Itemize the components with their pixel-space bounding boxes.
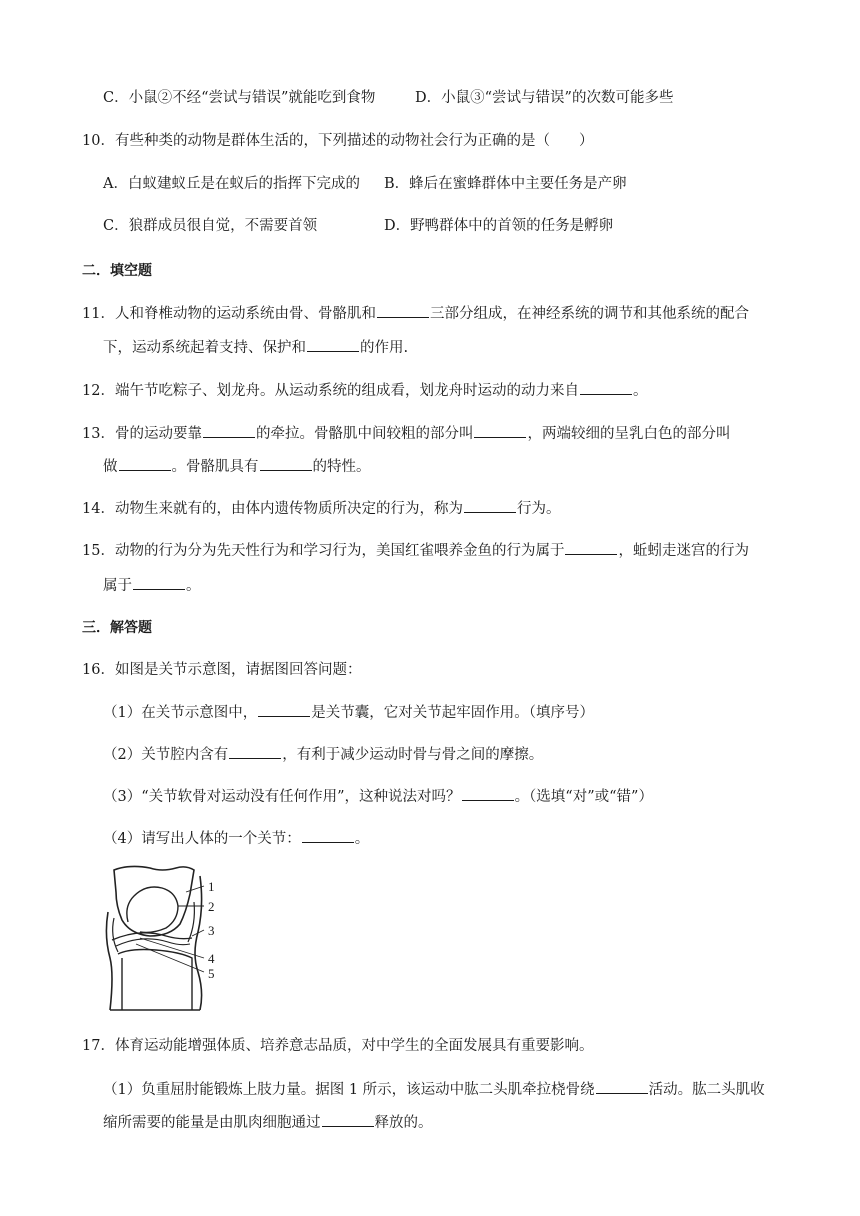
label-5: 5 bbox=[208, 966, 215, 981]
section-answer-heading: 三．解答题 bbox=[82, 620, 152, 636]
q16-sub4: （4）请写出人体的一个关节： 。 bbox=[103, 828, 369, 849]
section-fill-in-heading: 二．填空题 bbox=[82, 263, 152, 279]
answer-blank[interactable] bbox=[322, 1112, 374, 1127]
q17-stem: 17．体育运动能增强体质、培养意志品质，对中学生的全面发展具有重要影响。 bbox=[82, 1038, 594, 1054]
answer-blank[interactable] bbox=[260, 456, 312, 471]
q15-line1: 15．动物的行为分为先天性行为和学习行为，美国红雀喂养金鱼的行为属于 ，蚯蚓走迷宫的行为 bbox=[82, 540, 749, 561]
q11-line2: 下，运动系统起着支持、保护和 的作用. bbox=[103, 337, 408, 358]
label-4: 4 bbox=[208, 951, 215, 966]
q17-sub1-line2: 缩所需要的能量是由肌肉细胞通过 释放的。 bbox=[103, 1112, 433, 1133]
q16-sub1: （1）在关节示意图中， 是关节囊，它对关节起牢固作用。（填序号） bbox=[103, 702, 594, 723]
answer-blank[interactable] bbox=[203, 423, 255, 438]
q16-sub3: （3）“关节软骨对运动没有任何作用”，这种说法对吗？ 。（选填“对”或“错”） bbox=[103, 786, 653, 807]
q17-sub1-line1: （1）负重屈肘能锻炼上肢力量。据图 1 所示，该运动中肱二头肌牵拉桡骨绕 活动。肱二头肌收 bbox=[103, 1079, 765, 1100]
q10-option-c: C．狼群成员很自觉，不需要首领 bbox=[103, 218, 318, 234]
q14-line: 14．动物生来就有的，由体内遗传物质所决定的行为，称为 行为。 bbox=[82, 498, 560, 519]
answer-blank[interactable] bbox=[580, 380, 632, 395]
q10-option-b: B．蜂后在蜜蜂群体中主要任务是产卵 bbox=[384, 176, 627, 192]
answer-blank[interactable] bbox=[596, 1079, 648, 1094]
answer-blank[interactable] bbox=[302, 828, 354, 843]
answer-blank[interactable] bbox=[464, 498, 516, 513]
q12-line: 12．端午节吃粽子、划龙舟。从运动系统的组成看，划龙舟时运动的动力来自 。 bbox=[82, 380, 647, 401]
q13-line1: 13．骨的运动要靠 的牵拉。骨骼肌中间较粗的部分叫 ，两端较细的呈乳白色的部分叫 bbox=[82, 423, 730, 444]
q9-option-d: D．小鼠③“尝试与错误”的次数可能多些 bbox=[415, 90, 674, 106]
label-3: 3 bbox=[208, 923, 215, 938]
lower-bone-outline bbox=[118, 950, 192, 1011]
answer-blank[interactable] bbox=[565, 540, 617, 555]
q16-stem: 16．如图是关节示意图，请据图回答问题： bbox=[82, 662, 362, 678]
upper-bone-outline bbox=[114, 866, 194, 936]
answer-blank[interactable] bbox=[307, 337, 359, 352]
joint-diagram bbox=[100, 862, 235, 1014]
q10-option-a: A．白蚁建蚁丘是在蚁后的指挥下完成的 bbox=[103, 176, 360, 192]
answer-blank[interactable] bbox=[229, 744, 281, 759]
answer-blank[interactable] bbox=[119, 456, 171, 471]
label-1: 1 bbox=[208, 879, 215, 894]
q16-sub2: （2）关节腔内含有 ，有利于减少运动时骨与骨之间的摩擦。 bbox=[103, 744, 543, 765]
q10-option-d: D．野鸭群体中的首领的任务是孵卵 bbox=[384, 218, 614, 234]
answer-blank[interactable] bbox=[133, 575, 185, 590]
q9-option-c: C．小鼠②不经“尝试与错误”就能吃到食物 bbox=[103, 90, 376, 106]
bone-head bbox=[127, 887, 178, 933]
q13-line2: 做 。骨骼肌具有 的特性。 bbox=[103, 456, 371, 477]
capsule-inner-right bbox=[188, 902, 194, 942]
q10-stem: 10．有些种类的动物是群体生活的，下列描述的动物社会行为正确的是（ ） bbox=[82, 133, 594, 149]
q15-line2: 属于 。 bbox=[103, 575, 201, 596]
joint-capsule bbox=[106, 876, 201, 1010]
capsule-inner-left bbox=[113, 918, 118, 952]
answer-blank[interactable] bbox=[377, 303, 429, 318]
label-leader-5 bbox=[136, 944, 204, 972]
answer-blank[interactable] bbox=[258, 702, 310, 717]
answer-blank[interactable] bbox=[462, 786, 514, 801]
answer-blank[interactable] bbox=[474, 423, 526, 438]
q11-line1: 11．人和脊椎动物的运动系统由骨、骨骼肌和 三部分组成，在神经系统的调节和其他系统的配合 bbox=[82, 303, 749, 324]
label-2: 2 bbox=[208, 899, 215, 914]
